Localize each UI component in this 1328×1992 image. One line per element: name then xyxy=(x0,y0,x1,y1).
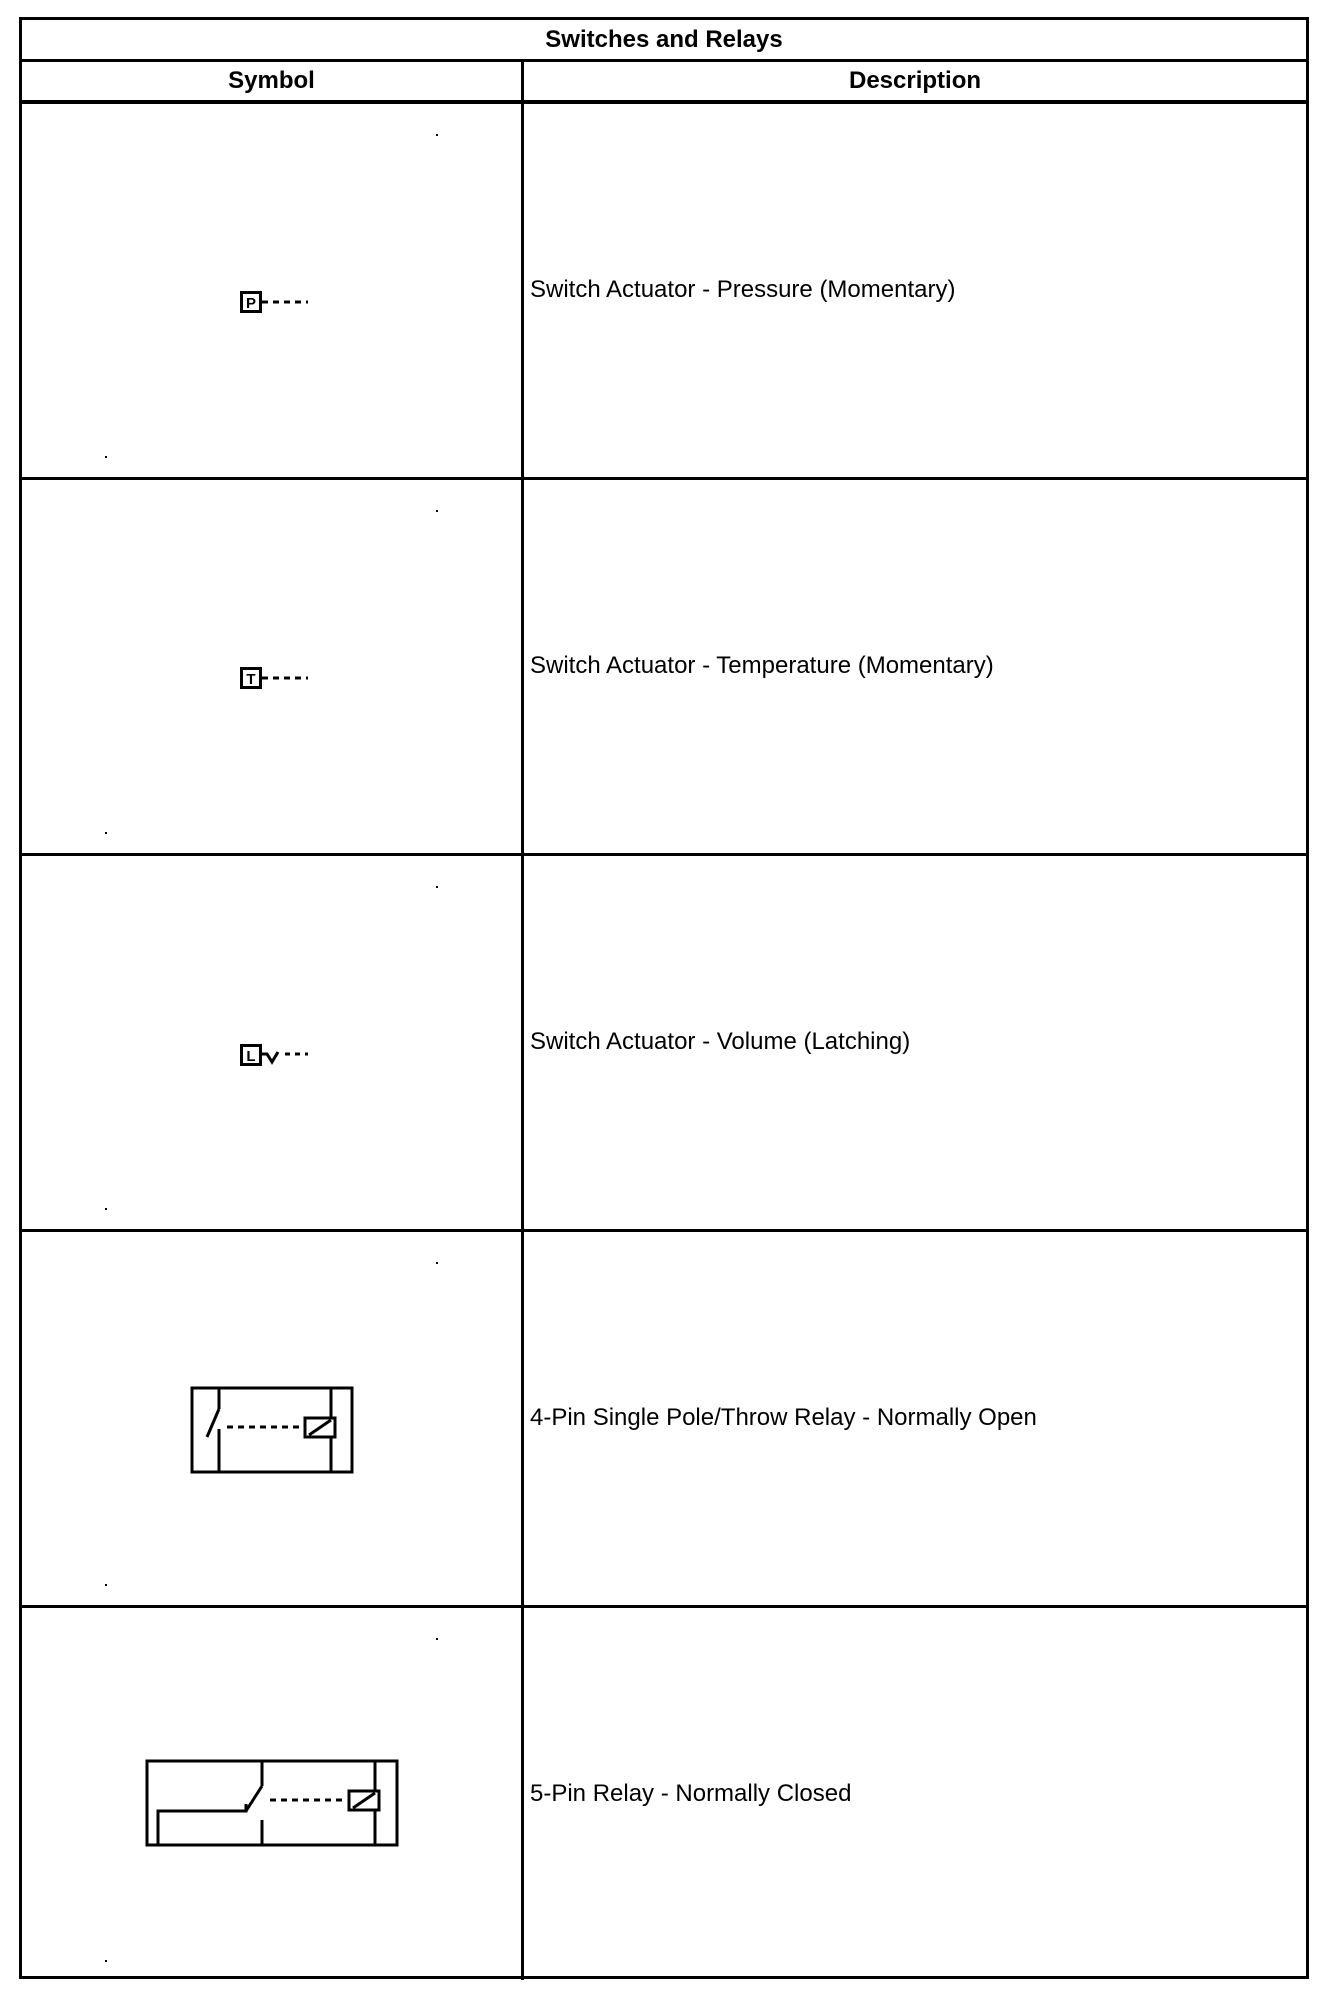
description-text: 4-Pin Single Pole/Throw Relay - Normally Open xyxy=(530,1404,1037,1431)
corner-mark xyxy=(105,832,107,834)
temperature-switch-actuator-icon xyxy=(240,667,330,697)
corner-mark xyxy=(105,456,107,458)
symbol-letter: L xyxy=(246,1048,256,1065)
table-title: Switches and Relays xyxy=(22,20,1306,62)
table-row xyxy=(22,104,1306,480)
symbol-cell xyxy=(22,856,524,1229)
corner-mark xyxy=(436,134,438,136)
four-pin-relay-normally-open-icon xyxy=(189,1385,359,1481)
corner-mark xyxy=(436,1638,438,1640)
table-row xyxy=(22,1232,1306,1608)
volume-switch-actuator-icon xyxy=(240,1044,330,1074)
description-text: Switch Actuator - Volume (Latching) xyxy=(530,1028,911,1055)
symbol-cell xyxy=(22,480,524,853)
corner-mark xyxy=(105,1960,107,1962)
symbol-cell xyxy=(22,104,524,477)
symbol-letter: T xyxy=(246,671,256,688)
symbol-cell xyxy=(22,1232,524,1605)
description-text: Switch Actuator - Temperature (Momentary) xyxy=(530,652,994,679)
description-cell xyxy=(524,104,1306,477)
corner-mark xyxy=(105,1208,107,1210)
symbols-table xyxy=(19,17,1309,1979)
symbol-cell xyxy=(22,1608,524,1980)
five-pin-relay-normally-closed-icon xyxy=(144,1758,404,1854)
column-header-symbol: Symbol xyxy=(22,62,524,100)
symbol-letter: P xyxy=(245,295,257,312)
description-text: Switch Actuator - Pressure (Momentary) xyxy=(530,276,956,303)
table-row xyxy=(22,480,1306,856)
description-cell xyxy=(524,856,1306,1229)
table-row xyxy=(22,856,1306,1232)
table-row xyxy=(22,1608,1306,1980)
description-text: 5-Pin Relay - Normally Closed xyxy=(530,1780,852,1807)
column-header-description: Description xyxy=(848,67,982,94)
corner-mark xyxy=(436,510,438,512)
description-cell xyxy=(524,480,1306,853)
description-cell xyxy=(524,1232,1306,1605)
description-cell xyxy=(524,1608,1306,1980)
corner-mark xyxy=(436,1262,438,1264)
table-header-row xyxy=(22,62,1306,104)
corner-mark xyxy=(436,886,438,888)
pressure-switch-actuator-icon xyxy=(240,291,330,321)
corner-mark xyxy=(105,1584,107,1586)
